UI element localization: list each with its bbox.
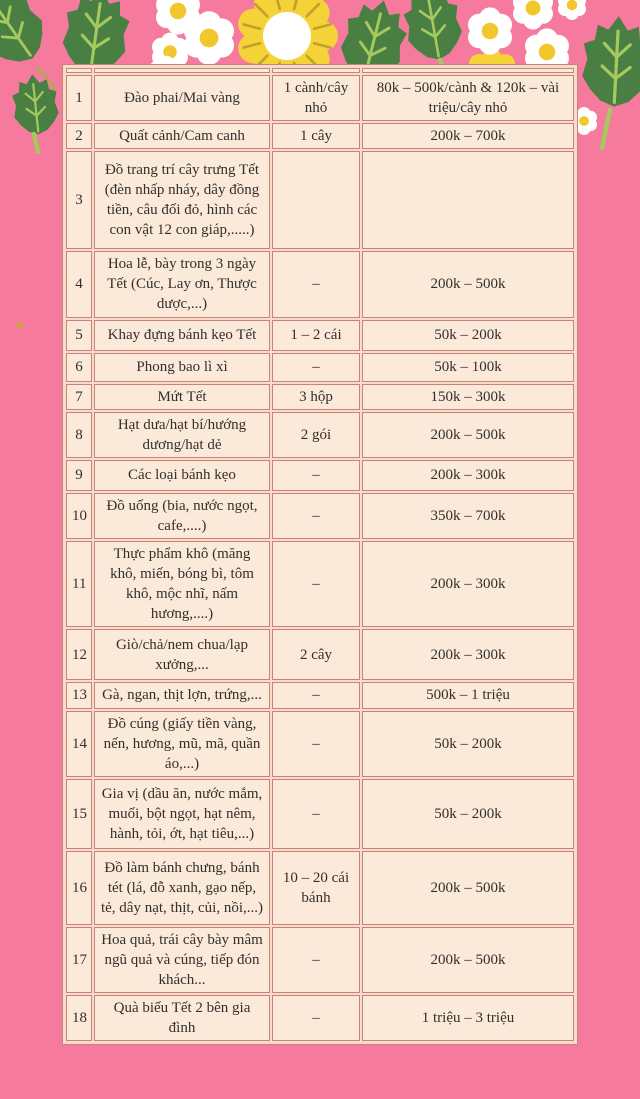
table-row bbox=[66, 320, 574, 351]
sparkle-dot-icon bbox=[17, 322, 23, 328]
quantity-cell bbox=[272, 151, 360, 249]
row-number-cell: 16 bbox=[66, 851, 92, 925]
row-number-cell: 18 bbox=[66, 995, 92, 1041]
row-number-cell: 4 bbox=[66, 251, 92, 317]
table-top-spacer-row bbox=[66, 68, 574, 73]
row-number-cell: 6 bbox=[66, 353, 92, 382]
row-number-cell: 14 bbox=[66, 711, 92, 777]
table-row bbox=[66, 541, 574, 627]
item-name-cell: Hoa lễ, bày trong 3 ngày Tết (Cúc, Lay ơn, Thược dược,...) bbox=[94, 251, 270, 317]
leaf-icon bbox=[581, 14, 640, 108]
price-range-cell: 200k – 500k bbox=[362, 927, 574, 993]
item-name-cell: Quà biếu Tết 2 bên gia đình bbox=[94, 995, 270, 1041]
quantity-cell: – bbox=[272, 493, 360, 539]
price-range-cell bbox=[362, 151, 574, 249]
item-name-cell: Hoa quả, trái cây bày mâm ngũ quả và cúng, tiếp đón khách... bbox=[94, 927, 270, 993]
row-number-cell: 7 bbox=[66, 384, 92, 410]
row-number-cell: 3 bbox=[66, 151, 92, 249]
row-number-cell: 8 bbox=[66, 412, 92, 458]
row-number-cell: 5 bbox=[66, 320, 92, 351]
row-number-cell: 11 bbox=[66, 541, 92, 627]
spacer-cell bbox=[66, 68, 92, 73]
table-row bbox=[66, 779, 574, 849]
price-range-cell: 50k – 200k bbox=[362, 320, 574, 351]
item-name-cell: Quất cảnh/Cam canh bbox=[94, 123, 270, 149]
table-row bbox=[66, 995, 574, 1041]
quantity-cell: 1 – 2 cái bbox=[272, 320, 360, 351]
item-name-cell: Đồ trang trí cây trưng Tết (đèn nhấp nháy, dây đồng tiền, câu đối đỏ, hình các con vật 12 con giáp,.....) bbox=[94, 151, 270, 249]
price-range-cell: 150k – 300k bbox=[362, 384, 574, 410]
price-range-cell: 500k – 1 triệu bbox=[362, 682, 574, 708]
leaf-icon bbox=[10, 72, 61, 137]
table-row bbox=[66, 493, 574, 539]
table-row bbox=[66, 151, 574, 249]
item-name-cell: Mứt Tết bbox=[94, 384, 270, 410]
table-row bbox=[66, 384, 574, 410]
leaf-icon bbox=[0, 0, 57, 75]
table-row bbox=[66, 460, 574, 491]
price-range-cell: 200k – 300k bbox=[362, 460, 574, 491]
table-row bbox=[66, 353, 574, 382]
quantity-cell: 1 cây bbox=[272, 123, 360, 149]
price-range-cell: 50k – 200k bbox=[362, 711, 574, 777]
quantity-cell: 2 cây bbox=[272, 629, 360, 680]
row-number-cell: 15 bbox=[66, 779, 92, 849]
price-range-cell: 200k – 500k bbox=[362, 851, 574, 925]
item-name-cell: Các loại bánh kẹo bbox=[94, 460, 270, 491]
quantity-cell: – bbox=[272, 682, 360, 708]
item-name-cell: Thực phẩm khô (măng khô, miến, bóng bì, tôm khô, mộc nhĩ, nấm hương,....) bbox=[94, 541, 270, 627]
quantity-cell: 2 gói bbox=[272, 412, 360, 458]
price-range-cell: 200k – 500k bbox=[362, 412, 574, 458]
quantity-cell: – bbox=[272, 927, 360, 993]
stem-icon bbox=[602, 110, 610, 148]
item-name-cell: Phong bao lì xì bbox=[94, 353, 270, 382]
quantity-cell: – bbox=[272, 251, 360, 317]
quantity-cell: – bbox=[272, 711, 360, 777]
price-range-cell: 200k – 300k bbox=[362, 541, 574, 627]
row-number-cell: 10 bbox=[66, 493, 92, 539]
quantity-cell: 1 cành/cây nhỏ bbox=[272, 75, 360, 121]
row-number-cell: 12 bbox=[66, 629, 92, 680]
daisy-flower-icon bbox=[468, 7, 512, 54]
quantity-cell: – bbox=[272, 460, 360, 491]
price-range-cell: 200k – 500k bbox=[362, 251, 574, 317]
price-range-cell: 80k – 500k/cành & 120k – vài triệu/cây nhỏ bbox=[362, 75, 574, 121]
spacer-cell bbox=[272, 68, 360, 73]
item-name-cell: Đồ cúng (giấy tiền vàng, nến, hương, mũ, mã, quần áo,...) bbox=[94, 711, 270, 777]
quantity-cell: – bbox=[272, 353, 360, 382]
quantity-cell: – bbox=[272, 995, 360, 1041]
price-range-cell: 200k – 700k bbox=[362, 123, 574, 149]
item-name-cell: Đồ làm bánh chưng, bánh tét (lá, đỗ xanh, gạo nếp, tẻ, dây nạt, thịt, củi, nồi,...) bbox=[94, 851, 270, 925]
price-range-cell: 1 triệu – 3 triệu bbox=[362, 995, 574, 1041]
stem-icon bbox=[34, 134, 38, 152]
table-row bbox=[66, 412, 574, 458]
quantity-cell: 3 hộp bbox=[272, 384, 360, 410]
item-name-cell: Gà, ngan, thịt lợn, trứng,... bbox=[94, 682, 270, 708]
table-row bbox=[66, 75, 574, 121]
row-number-cell: 9 bbox=[66, 460, 92, 491]
item-name-cell: Hạt dưa/hạt bí/hướng dương/hạt dẻ bbox=[94, 412, 270, 458]
price-range-cell: 200k – 300k bbox=[362, 629, 574, 680]
item-name-cell: Khay đựng bánh kẹo Tết bbox=[94, 320, 270, 351]
price-table bbox=[62, 64, 578, 1045]
spacer-cell bbox=[94, 68, 270, 73]
leaf-icon bbox=[399, 0, 466, 64]
table-row bbox=[66, 711, 574, 777]
row-number-cell: 13 bbox=[66, 682, 92, 708]
table-row bbox=[66, 927, 574, 993]
row-number-cell: 2 bbox=[66, 123, 92, 149]
price-range-cell: 50k – 200k bbox=[362, 779, 574, 849]
price-range-cell: 350k – 700k bbox=[362, 493, 574, 539]
spacer-cell bbox=[362, 68, 574, 73]
table-row bbox=[66, 123, 574, 149]
quantity-cell: – bbox=[272, 541, 360, 627]
daisy-flower-icon bbox=[558, 0, 586, 20]
quantity-cell: – bbox=[272, 779, 360, 849]
item-name-cell: Đồ uống (bia, nước ngọt, cafe,....) bbox=[94, 493, 270, 539]
item-name-cell: Giò/chả/nem chua/lạp xưởng,... bbox=[94, 629, 270, 680]
price-table-body bbox=[66, 68, 574, 1041]
daisy-flower-icon bbox=[513, 0, 553, 30]
quantity-cell: 10 – 20 cái bánh bbox=[272, 851, 360, 925]
item-name-cell: Đào phai/Mai vàng bbox=[94, 75, 270, 121]
price-range-cell: 50k – 100k bbox=[362, 353, 574, 382]
table-row bbox=[66, 251, 574, 317]
table-row bbox=[66, 682, 574, 708]
row-number-cell: 1 bbox=[66, 75, 92, 121]
item-name-cell: Gia vị (dầu ăn, nước mắm, muối, bột ngọt, hạt nêm, hành, tỏi, ớt, hạt tiêu,...) bbox=[94, 779, 270, 849]
row-number-cell: 17 bbox=[66, 927, 92, 993]
table-row bbox=[66, 629, 574, 680]
table-row bbox=[66, 851, 574, 925]
